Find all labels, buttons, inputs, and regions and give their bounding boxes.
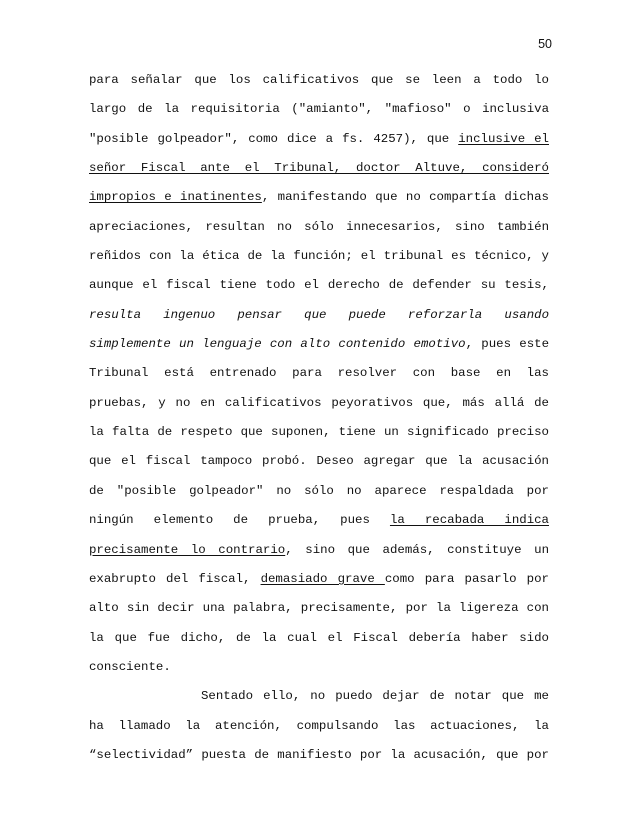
text-line <box>89 594 549 623</box>
body-text <box>89 66 549 770</box>
text-segment: de "posible golpeador" no sólo no aparece respaldada por <box>89 483 549 498</box>
text-line <box>89 447 549 476</box>
text-segment: para señalar que los calificativos que se leen a todo lo <box>89 73 549 87</box>
italic-text: resulta ingenuo pensar que puede reforzarla usando <box>89 307 549 322</box>
text-line <box>89 125 549 154</box>
italic-text: simplemente un lenguaje con alto contenido emotivo <box>89 337 466 352</box>
text-segment: que el fiscal tampoco probó. Deseo agregar que la acusación <box>89 454 549 469</box>
text-segment: , sino que además, constituye un <box>285 542 549 557</box>
text-segment: , manifestando que no compartía dichas <box>261 190 549 205</box>
text-segment: , pues este <box>465 337 549 352</box>
text-line <box>89 359 549 388</box>
underlined-text: señor Fiscal ante el Tribunal, doctor Altuve, consideró <box>89 161 549 176</box>
text-segment: "posible golpeador", como dice a fs. 4257), que <box>89 131 459 146</box>
text-line <box>89 66 549 95</box>
text-line <box>89 682 549 711</box>
text-line <box>89 506 549 535</box>
text-line <box>89 330 549 359</box>
page-number: 50 <box>538 37 552 51</box>
text-segment: exabrupto del fiscal, <box>89 571 261 586</box>
text-segment: consciente. <box>89 659 171 674</box>
text-segment: reñidos con la ética de la función; el tribunal es técnico, y <box>89 249 549 264</box>
text-segment: aunque el fiscal tiene todo el derecho de defender su tesis, <box>89 278 549 293</box>
text-line <box>89 154 549 183</box>
underlined-text: impropios e inatinentes <box>89 190 262 205</box>
text-segment: Sentado ello, no puedo dejar de notar que me <box>201 689 549 704</box>
text-segment: Tribunal está entrenado para resolver con base en las <box>89 366 549 381</box>
text-line <box>89 536 549 565</box>
underlined-text: demasiado grave <box>260 571 385 586</box>
text-segment: alto sin decir una palabra, precisamente, por la ligereza con <box>89 601 549 616</box>
text-line <box>89 565 549 594</box>
text-segment: la falta de respeto que suponen, tiene un significado preciso <box>89 425 549 440</box>
text-segment: ningún elemento de prueba, pues <box>89 513 390 528</box>
text-line <box>89 242 549 271</box>
underlined-text: precisamente lo contrario <box>89 542 286 557</box>
text-line <box>89 183 549 212</box>
text-segment: apreciaciones, resultan no sólo innecesarios, sino también <box>89 219 549 234</box>
text-segment: pruebas, y no en calificativos peyorativos que, más allá de <box>89 395 549 410</box>
text-segment: la que fue dicho, de la cual el Fiscal debería haber sido <box>89 630 549 645</box>
text-segment: largo de la requisitoria ("amianto", "mafioso" o inclusiva <box>89 102 549 117</box>
text-line <box>89 741 549 770</box>
text-line <box>89 301 549 330</box>
text-line <box>89 389 549 418</box>
text-segment: como para pasarlo por <box>384 571 549 586</box>
text-segment: ha llamado la atención, compulsando las actuaciones, la <box>89 718 549 733</box>
text-line <box>89 213 549 242</box>
underlined-text: la recabada indica <box>389 513 549 528</box>
text-line <box>89 95 549 124</box>
text-line <box>89 418 549 447</box>
text-segment: “selectividad” puesta de manifiesto por la acusación, que por <box>89 747 549 762</box>
underlined-text: inclusive el <box>458 131 549 146</box>
text-line <box>89 477 549 506</box>
text-line <box>89 271 549 300</box>
text-line <box>89 653 549 682</box>
text-line <box>89 624 549 653</box>
text-line <box>89 712 549 741</box>
